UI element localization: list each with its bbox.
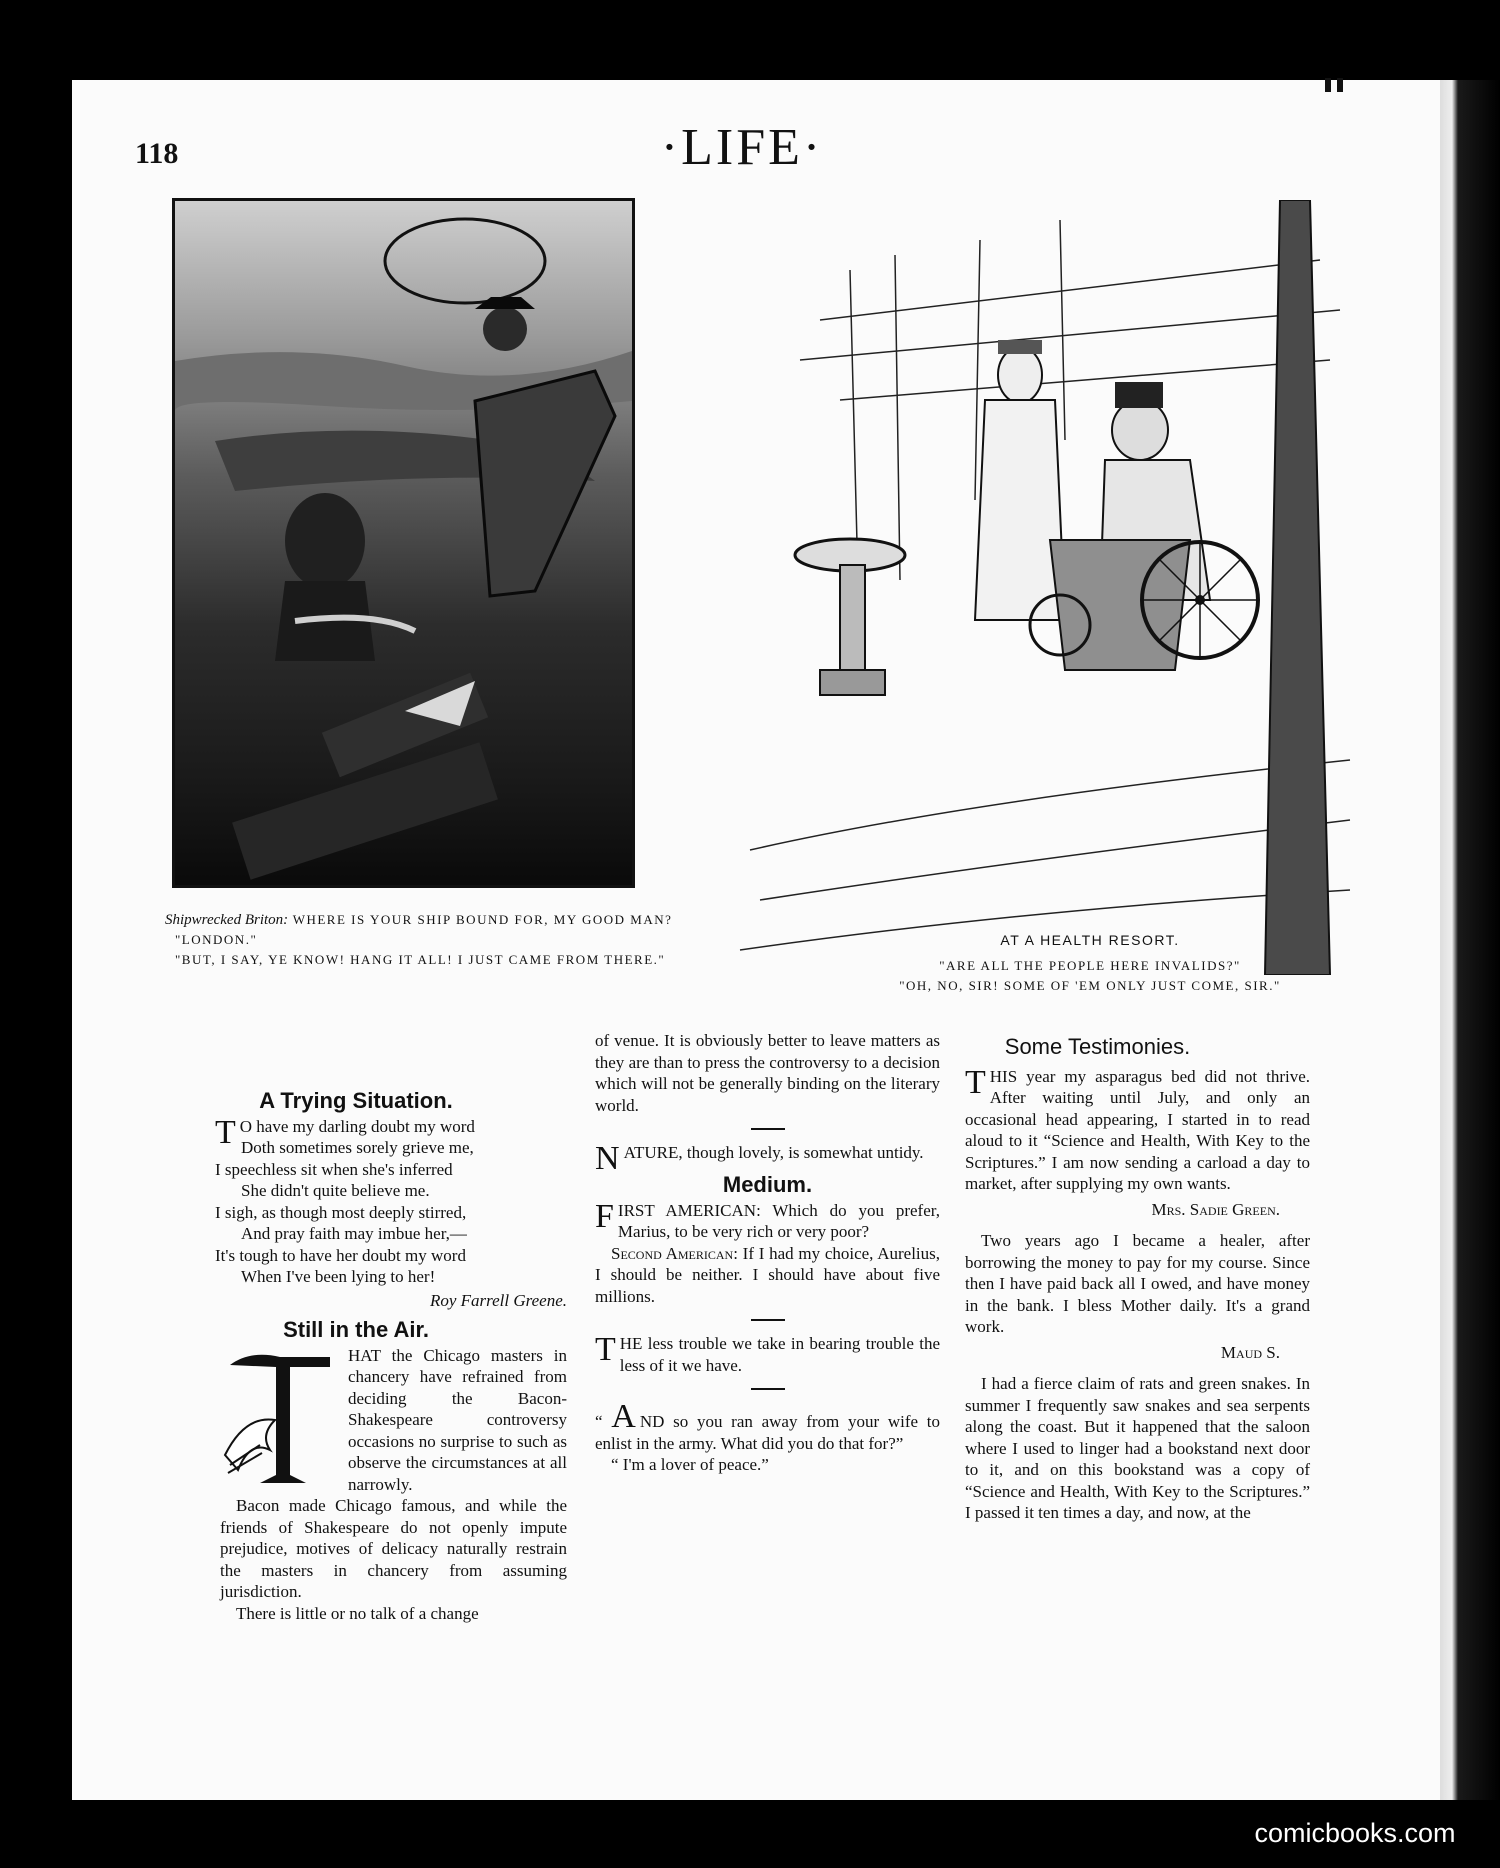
ornamental-drop-cap — [220, 1345, 340, 1485]
caption-title: AT A HEALTH RESORT. — [1000, 932, 1180, 948]
health-resort-caption — [780, 930, 1400, 996]
article-body — [520, 1030, 940, 1476]
drop-cap: T — [965, 1063, 986, 1101]
paragraph: HE less trouble we take in bearing trouble the less of it we have. — [619, 1334, 940, 1375]
paragraph: IRST AMERICAN: Which do you prefer, Marius, to be very rich or very poor? — [617, 1200, 940, 1241]
paragraph: HIS year my asparagus bed did not thrive. After waiting until July, and only an occasional head appearing, I started in to read aloud to it “Science and Health, With Key to the Scriptures.” I am now sending a carload a day to market, after supplying my own wants. — [965, 1066, 1310, 1193]
poem — [145, 1113, 567, 1312]
author-signature: Roy Farrell Greene. — [429, 1290, 567, 1310]
scan-marks — [1325, 78, 1365, 94]
article-title: Some Testimonies. — [1004, 1034, 1191, 1059]
poem-line: Doth sometimes sorely grieve me, — [241, 1138, 474, 1157]
shipwreck-illustration — [172, 198, 635, 888]
section-divider — [751, 1319, 785, 1321]
paragraph: ND so you ran away from your wife to enlist in the army. What did you do that for?” — [595, 1412, 941, 1453]
column-2 — [520, 1030, 940, 1476]
drop-cap: N — [595, 1140, 620, 1177]
drop-cap: F — [595, 1197, 614, 1235]
paragraph: of venue. It is obviously better to leave matters as they are than to press the controversy to a decision which will not be generally binding on the literary world. — [595, 1031, 940, 1115]
poem-line: And pray faith may imbue her,— — [241, 1224, 467, 1243]
article-title: A Trying Situation. — [259, 1088, 453, 1113]
paragraph: Bacon made Chicago famous, and while the friends of Shakespeare do not openly impute prejudice, motives of delicacy naturally restrain the masters in chancery from assuming jurisdiction. — [220, 1496, 567, 1601]
article-title: Still in the Air. — [283, 1317, 429, 1342]
testimony-signature: Mrs. Sadie Green. — [1151, 1199, 1280, 1219]
caption-line: WHERE IS YOUR SHIP BOUND FOR, MY GOOD MAN? — [292, 912, 673, 927]
caption-line: "ARE ALL THE PEOPLE HERE INVALIDS?" — [939, 958, 1241, 973]
section-divider — [751, 1388, 785, 1390]
poem-line: She didn't quite believe me. — [241, 1181, 430, 1200]
adjacent-page-edge — [1440, 80, 1500, 1800]
shipwreck-caption — [165, 910, 725, 970]
watermark: comicbooks.com — [1220, 1808, 1490, 1858]
masthead-title: ·LIFE· — [660, 119, 824, 176]
paragraph: HAT the Chicago masters in chancery have refrained from deciding the Bacon-Shakespeare controversy occasions no surprise to such as observe the circumstances at all narrowly. — [348, 1345, 567, 1494]
article-body — [145, 1345, 567, 1625]
paragraph: There is little or no talk of a change — [236, 1603, 479, 1623]
health-resort-illustration — [720, 200, 1360, 975]
column-1 — [145, 1012, 567, 1624]
caption-line: "BUT, I SAY, YE KNOW! HANG IT ALL! I JUST CAME FROM THERE." — [175, 952, 666, 967]
caption-speaker: Shipwrecked Briton: — [165, 912, 289, 928]
opening-quote: “ — [595, 1412, 603, 1431]
caption-line: "LONDON." — [175, 932, 258, 947]
article-title: Medium. — [722, 1172, 813, 1197]
drop-cap: T — [595, 1331, 616, 1368]
drop-cap: T — [215, 1113, 236, 1151]
health-resort-drawing — [720, 200, 1360, 975]
paragraph: ATURE, though lovely, is somewhat untidy. — [623, 1143, 924, 1162]
paragraph: “ I'm a lover of peace.” — [611, 1455, 769, 1474]
shipwreck-drawing — [175, 201, 632, 885]
drop-cap: A — [611, 1398, 636, 1435]
poem-line: I sigh, as though most deeply stirred, — [215, 1202, 467, 1222]
paragraph: Two years ago I became a healer, after borrowing the money to pay for my course. Since then I have paid back all I owed, and have money in the bank. I bless Mother daily. It's a grand work. — [965, 1231, 1310, 1336]
column-3 — [885, 1030, 1310, 1524]
poem-line: I speechless sit when she's inferred — [215, 1159, 453, 1179]
section-divider — [751, 1128, 785, 1130]
poem-line: When I've been lying to her! — [241, 1267, 436, 1286]
testimony-signature: Maud S. — [1220, 1342, 1280, 1362]
page-number: 118 — [135, 137, 179, 170]
article-body — [885, 1063, 1310, 1524]
speaker-label: Second American: — [611, 1243, 738, 1263]
poem-line: It's tough to have her doubt my word — [215, 1245, 466, 1265]
decorative-letter-t-icon — [220, 1345, 340, 1485]
poem-line: O have my darling doubt my word — [239, 1116, 475, 1136]
caption-line: "OH, NO, SIR! SOME OF 'EM ONLY JUST COME, SIR." — [899, 978, 1281, 993]
paragraph: I had a fierce claim of rats and green snakes. In summer I frequently saw snakes and sea serpents along the coast. But it happened that the saloon where I used to linger had a bookstand next door to it, and on this bookstand was a copy of “Science and Health, With Key to the Scriptures.” I passed it ten times a day, and now, at the — [965, 1374, 1310, 1522]
paragraph: If I had my choice, Aurelius, I should be neither. I should have about five millions. — [595, 1243, 941, 1306]
